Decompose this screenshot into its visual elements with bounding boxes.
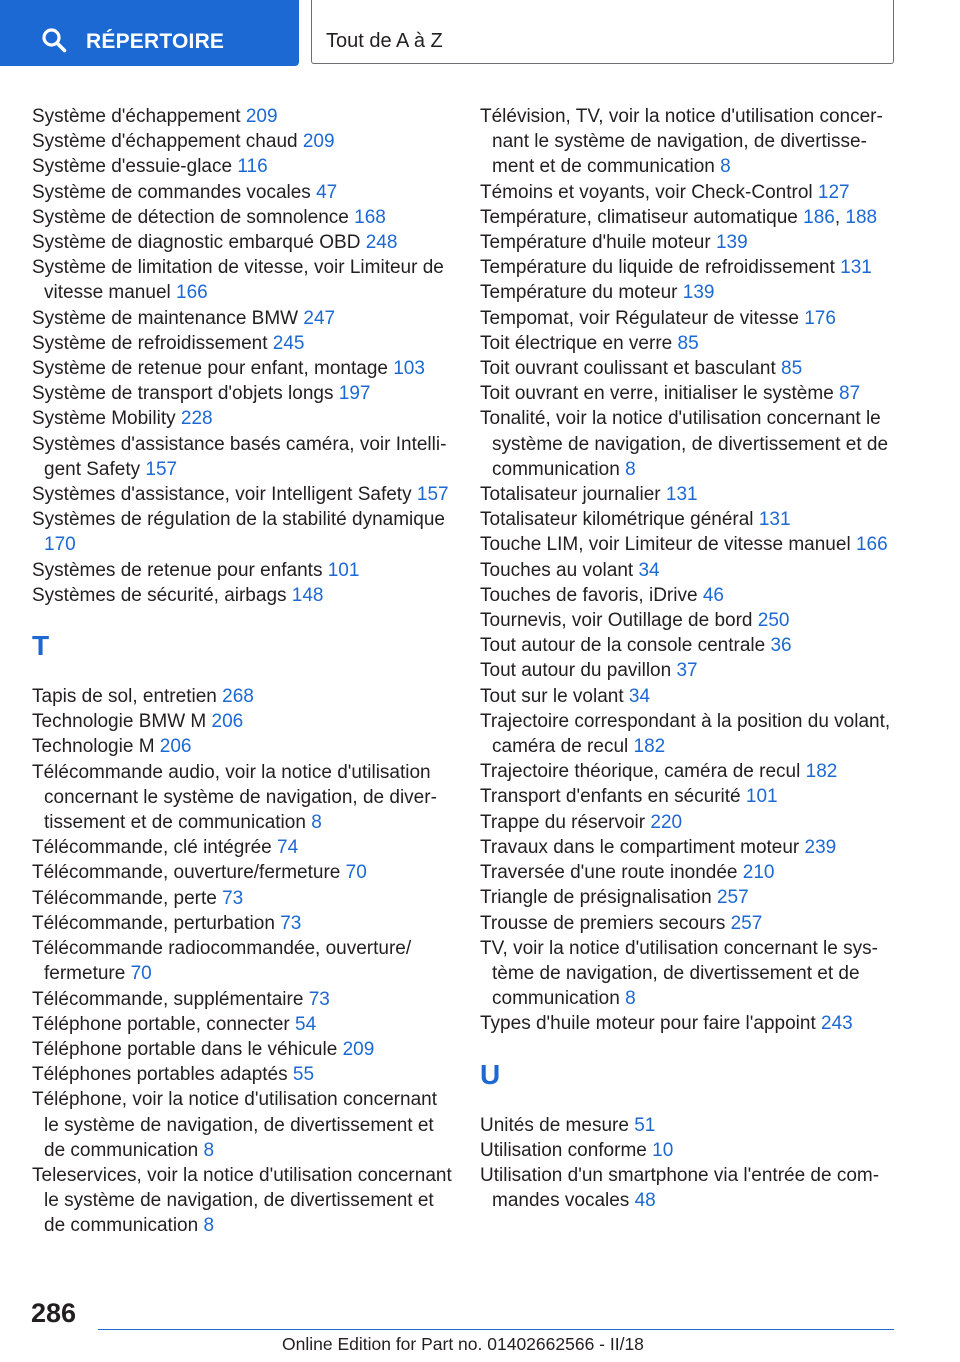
index-entry-term: Trappe du réservoir: [480, 811, 651, 833]
page-link[interactable]: 131: [840, 257, 872, 279]
page-link[interactable]: 245: [272, 332, 305, 354]
index-entry-term: Téléphone portable dans le véhicule: [32, 1038, 343, 1060]
index-entry: [32, 205, 452, 230]
page-link[interactable]: 54: [295, 1013, 317, 1035]
section-letter: T: [32, 630, 50, 662]
page-link[interactable]: 70: [130, 963, 152, 985]
index-entry: [32, 1062, 452, 1087]
page-link[interactable]: 206: [211, 711, 244, 733]
index-entry: [480, 482, 900, 507]
index-entry: [32, 154, 452, 179]
index-entry: [32, 482, 452, 507]
page-link[interactable]: 257: [716, 887, 749, 909]
index-entry-term: Tournevis, voir Outillage de bord: [480, 610, 758, 632]
index-entry-term: Système d'échappement: [32, 106, 246, 127]
index-entry-term: Téléphones portables adaptés: [32, 1064, 293, 1086]
a-to-z-tab[interactable]: [311, 0, 894, 64]
page-link[interactable]: 55: [292, 1064, 315, 1086]
index-entry: [480, 860, 900, 885]
index-entry: [32, 709, 452, 734]
index-entry-term: Toit ouvrant en verre, initialiser le système: [480, 383, 840, 405]
index-entry-term: Système d'essuie-glace: [32, 156, 238, 178]
index-entry-term: Télécommande, supplémentaire: [32, 988, 309, 1010]
index-entry-term: Tout autour de la console centrale: [480, 635, 771, 657]
index-entry-term: Transport d'enfants en sécurité: [480, 786, 746, 808]
index-entry: [480, 356, 900, 381]
index-entry: [32, 507, 452, 557]
index-entry: [480, 709, 900, 759]
page-link[interactable]: 36: [770, 635, 792, 657]
page-link[interactable]: 243: [821, 1013, 853, 1035]
index-column-left: [32, 104, 452, 1239]
index-entry: [32, 406, 452, 431]
index-entry-term: Travaux dans le compartiment moteur: [480, 836, 805, 858]
page-link[interactable]: 209: [245, 106, 278, 127]
index-entry: [480, 658, 900, 683]
page-link[interactable]: 148: [291, 584, 324, 606]
page-link[interactable]: 186: [803, 206, 835, 228]
page-link[interactable]: 87: [839, 383, 861, 405]
index-entry: [32, 356, 452, 381]
index-entry-term: Téléphone, voir la notice d'utilisation concernant le système de navigation, de divertissement et de communication: [32, 1089, 437, 1161]
index-entry: [32, 1087, 452, 1163]
index-entry: [32, 911, 452, 936]
index-entry-term: Systèmes de régulation de la stabilité dynamique: [32, 509, 445, 531]
page-link[interactable]: 101: [327, 559, 360, 581]
page-link[interactable]: 228: [180, 408, 213, 430]
index-entry: [480, 104, 900, 180]
page-link[interactable]: 34: [638, 559, 660, 581]
page-link[interactable]: 103: [393, 358, 425, 380]
page-link[interactable]: 34: [628, 685, 651, 707]
index-entry-term: Télécommande, perturbation: [32, 912, 281, 934]
index-entry-term: Température d'huile moteur: [480, 232, 716, 254]
page-link[interactable]: 131: [665, 484, 698, 506]
index-entry-term: Télévision, TV, voir la notice d'utilisation concernant le système de navigation, de divertissement et de communication: [480, 106, 883, 178]
index-entry: [32, 936, 452, 986]
index-entry-term: Téléphone portable, connecter: [32, 1013, 296, 1035]
index-entry-term: Systèmes d'assistance basés caméra, voir Intelligent Safety: [32, 433, 447, 480]
page-link[interactable]: 74: [277, 837, 299, 859]
index-entry: [480, 230, 900, 255]
index-entry-term: Touches au volant: [480, 559, 639, 581]
page-link[interactable]: 8: [720, 156, 731, 178]
page-link[interactable]: 157: [416, 484, 449, 506]
index-entry: [32, 558, 452, 583]
index-entry-term: Touche LIM, voir Limiteur de vitesse manuel: [480, 534, 856, 556]
index-entry: [480, 255, 900, 280]
index-entry-term: Télécommande, clé intégrée: [32, 837, 278, 859]
index-entry: [480, 306, 900, 331]
page-link[interactable]: 37: [676, 660, 698, 682]
page-link[interactable]: 139: [682, 282, 715, 304]
index-entry-term: Tout sur le volant: [480, 685, 629, 707]
index-entry-term: Système de retenue pour enfant, montage: [32, 358, 394, 380]
page-link[interactable]: 73: [222, 887, 244, 909]
index-entry-term: Système de refroidissement: [32, 332, 273, 354]
page-link[interactable]: 206: [159, 736, 192, 758]
page-link[interactable]: 247: [303, 307, 336, 329]
index-entry-term: Température, climatiseur automatique: [480, 206, 804, 228]
index-entry-term: Témoins et voyants, voir Check-Control: [480, 181, 818, 203]
page-link[interactable]: 70: [345, 862, 367, 884]
search-icon: [41, 27, 67, 53]
page-link[interactable]: 182: [633, 736, 666, 758]
page-link[interactable]: 157: [145, 458, 178, 480]
page-link[interactable]: 197: [338, 383, 371, 405]
index-entry: [480, 507, 900, 532]
index-entry-term: Systèmes d'assistance, voir Intelligent Safety: [32, 484, 417, 506]
page-link[interactable]: 48: [634, 1190, 656, 1212]
page-link[interactable]: 85: [677, 332, 699, 354]
page-link[interactable]: 168: [354, 206, 386, 228]
index-entry-term: Trajectoire théorique, caméra de recul: [480, 761, 806, 783]
page-link[interactable]: 127: [817, 181, 850, 203]
page-link[interactable]: 10: [652, 1139, 674, 1161]
index-entry-term: Trajectoire correspondant à la position du volant, caméra de recul: [480, 710, 891, 758]
index-entry-term: Télécommande radiocommandée, ouverture/​fermeture: [32, 938, 412, 985]
index-entry: [480, 180, 900, 205]
index-entry-term: Tout autour du pavillon: [480, 660, 677, 682]
index-entry: [480, 381, 900, 406]
index-entry-term: Trousse de premiers secours: [480, 912, 731, 934]
index-entry: [480, 810, 900, 835]
index-entry: [32, 860, 452, 885]
index-entry-term: Teleservices, voir la notice d'utilisation concernant le système de navigation, de divertissement et de communication: [32, 1164, 452, 1237]
index-entry: Température, climatiseur automatique 186, 188: [480, 206, 878, 228]
page-link[interactable]: 131: [758, 509, 791, 531]
index-entry: [480, 532, 900, 557]
index-entry: [480, 911, 900, 936]
page-link[interactable]: 139: [715, 232, 748, 254]
page-link[interactable]: 101: [745, 786, 778, 808]
page-link[interactable]: 85: [781, 358, 803, 380]
page-link[interactable]: 46: [702, 584, 724, 606]
page-link[interactable]: 166: [855, 534, 888, 556]
page-link[interactable]: 176: [804, 307, 836, 329]
index-entry: [32, 1012, 452, 1037]
page-link[interactable]: 220: [650, 811, 683, 833]
page-link[interactable]: 209: [302, 131, 335, 153]
page-link[interactable]: 73: [280, 912, 302, 934]
index-entry-term: Température du liquide de refroidissement: [480, 257, 841, 279]
index-entry: [480, 885, 900, 910]
page-link[interactable]: 8: [311, 812, 322, 834]
index-entry-term: Totalisateur kilométrique général: [480, 509, 759, 531]
index-entry: [32, 104, 452, 129]
index-entry-term: Système Mobility: [32, 408, 181, 430]
index-entry-term: Toit ouvrant coulissant et basculant: [480, 358, 782, 380]
index-entry-term: Systèmes de sécurité, airbags: [32, 584, 292, 606]
index-entry-term: Tapis de sol, entretien: [32, 686, 223, 708]
footer-divider: [98, 1329, 894, 1330]
index-entry: [32, 432, 452, 482]
index-entry: [480, 331, 900, 356]
index-entry: [480, 558, 900, 583]
index-entry-term: Toit électrique en verre: [480, 332, 678, 354]
index-entry-term: Unités de mesure: [480, 1114, 635, 1136]
page-link[interactable]: 47: [316, 181, 338, 203]
index-entry-term: Tonalité, voir la notice d'utilisation concernant le système de navigation, de divertissement et de communication: [480, 408, 889, 480]
page-link[interactable]: 250: [757, 610, 790, 632]
index-tab[interactable]: [0, 0, 299, 66]
page-link[interactable]: 170: [44, 534, 76, 556]
index-entry: [32, 760, 452, 836]
index-entry: [32, 1163, 452, 1239]
page-link[interactable]: 182: [805, 761, 838, 783]
index-entry-term: Tempomat, voir Régulateur de vitesse: [480, 307, 805, 329]
page-link[interactable]: 8: [625, 988, 636, 1010]
page-link[interactable]: 166: [176, 282, 208, 304]
index-entry-term: Systèmes de retenue pour enfants: [32, 559, 328, 581]
index-entry: [480, 1138, 900, 1163]
top-navigation: [0, 0, 960, 66]
page-link[interactable]: 210: [742, 862, 775, 884]
page-link[interactable]: 268: [222, 686, 254, 708]
page-link[interactable]: 239: [804, 836, 837, 858]
edition-note: Online Edition for Part no. 01402662566 - II/18: [282, 1334, 644, 1354]
index-entry: [32, 255, 452, 305]
index-entry: [32, 381, 452, 406]
index-entry: [480, 936, 900, 1012]
index-entry: [480, 608, 900, 633]
index-entry-term: Système d'échappement chaud: [32, 131, 303, 153]
index-entry-term: Utilisation d'un smartphone via l'entrée de commandes vocales: [480, 1164, 880, 1212]
index-entry-term: Température du moteur: [480, 282, 683, 304]
index-entry: [480, 1113, 900, 1138]
page-link[interactable]: 51: [634, 1114, 656, 1136]
page-link[interactable]: 8: [203, 1215, 215, 1237]
index-entry: [32, 129, 452, 154]
index-entry: [32, 180, 452, 205]
index-entry-term: TV, voir la notice d'utilisation concernant le système de navigation, de divertissement et de communication: [480, 937, 878, 1010]
index-tab-label: RÉPERTOIRE: [86, 30, 225, 53]
index-entry: [32, 306, 452, 331]
index-entry: [32, 583, 452, 608]
index-entry: [480, 280, 900, 305]
index-entry: [480, 684, 900, 709]
index-entry: [480, 583, 900, 608]
index-entry-term: Système de transport d'objets longs: [32, 383, 339, 405]
index-entry-term: Télécommande audio, voir la notice d'utilisation concernant le système de navigation, de divertissement et de communication: [32, 761, 437, 834]
page-link[interactable]: 248: [365, 232, 398, 254]
index-entry: [480, 784, 900, 809]
index-entry: [32, 835, 452, 860]
page-link[interactable]: 209: [342, 1038, 375, 1060]
index-entry-term: Traversée d'une route inondée: [480, 862, 743, 884]
page-link[interactable]: 188: [845, 206, 878, 228]
index-entry: [480, 759, 900, 784]
page-link[interactable]: 257: [730, 912, 763, 934]
index-entry-term: Technologie BMW M: [32, 711, 212, 733]
index-entry: [480, 835, 900, 860]
a-to-z-tab-label: Tout de A à Z: [326, 30, 443, 52]
section-letter: U: [480, 1058, 501, 1090]
index-entry: [480, 1163, 900, 1213]
index-entry-term: Totalisateur journalier: [480, 484, 666, 506]
page-number: 286: [31, 1298, 77, 1328]
index-entry-term: Touches de favoris, iDrive: [480, 584, 703, 606]
index-entry: [32, 734, 452, 759]
page-link[interactable]: 8: [203, 1139, 215, 1161]
index-entry: [32, 684, 452, 709]
page-link[interactable]: 8: [625, 458, 636, 480]
index-entry-term: Types d'huile moteur pour faire l'appoint: [480, 1013, 822, 1035]
index-entry: [32, 886, 452, 911]
index-entry: [480, 633, 900, 658]
index-entry-term: Télécommande, perte: [32, 887, 223, 909]
index-entry-term: Technologie M: [32, 736, 160, 758]
page-link[interactable]: 73: [308, 988, 330, 1010]
index-entry-term: Système de commandes vocales: [32, 181, 317, 203]
index-entry: [32, 331, 452, 356]
index-entry: [32, 230, 452, 255]
index-entry: [32, 1037, 452, 1062]
index-entry: [480, 406, 900, 482]
index-column-right: [480, 104, 900, 1213]
index-entry-term: Triangle de présignalisation: [480, 887, 717, 909]
index-entry-term: Système de maintenance BMW: [32, 307, 304, 329]
index-entry-term: Télécommande, ouverture/fermeture: [32, 862, 346, 884]
index-entry-term: Utilisation conforme: [480, 1139, 653, 1161]
index-entry-term: Système de détection de somnolence: [32, 206, 355, 228]
index-entry-term: Système de limitation de vitesse, voir Limiteur de vitesse manuel: [32, 257, 444, 304]
index-entry: [32, 987, 452, 1012]
index-entry-term: Système de diagnostic embarqué OBD: [32, 232, 366, 254]
page-link[interactable]: 116: [237, 156, 268, 178]
index-entry: [480, 1011, 900, 1036]
